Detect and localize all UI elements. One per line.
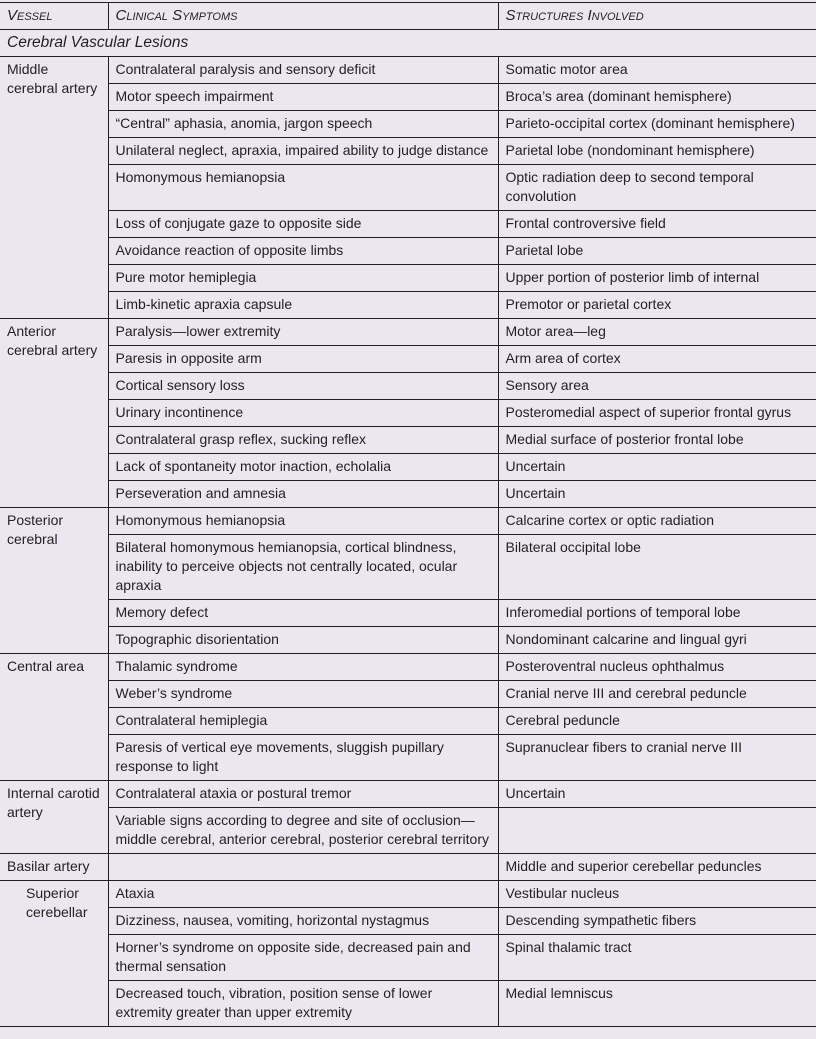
symptom-cell: Limb-kinetic apraxia capsule: [108, 292, 498, 319]
symptom-cell: Paresis in opposite arm: [108, 346, 498, 373]
table-row: [0, 265, 816, 292]
table-row: [0, 238, 816, 265]
table-row: [0, 292, 816, 319]
vessel-cell: Posterior cerebral: [0, 508, 108, 654]
table-row: [0, 111, 816, 138]
table-row: [0, 654, 816, 681]
section-row: [0, 30, 816, 57]
structure-cell: Posteroventral nucleus ophthalmus: [498, 654, 816, 681]
table-row: [0, 881, 816, 908]
structure-cell: Broca’s area (dominant hemisphere): [498, 84, 816, 111]
symptom-cell: Avoidance reaction of opposite limbs: [108, 238, 498, 265]
structure-cell: Cerebral peduncle: [498, 708, 816, 735]
symptom-cell: Cortical sensory loss: [108, 373, 498, 400]
table-row: [0, 627, 816, 654]
table-row: [0, 708, 816, 735]
symptom-cell: Contralateral paralysis and sensory deficit: [108, 57, 498, 84]
header-structures: Structures Involved: [498, 3, 816, 30]
symptom-cell: Unilateral neglect, apraxia, impaired ability to judge distance: [108, 138, 498, 165]
header-row: [0, 3, 816, 30]
lesions-table: [0, 2, 816, 1027]
structure-cell: Descending sympathetic fibers: [498, 908, 816, 935]
structure-cell: Sensory area: [498, 373, 816, 400]
structure-cell: Calcarine cortex or optic radiation: [498, 508, 816, 535]
structure-cell: Middle and superior cerebellar peduncles: [498, 854, 816, 881]
table-row: [0, 454, 816, 481]
symptom-cell: Contralateral ataxia or postural tremor: [108, 781, 498, 808]
table-row: [0, 781, 816, 808]
symptom-cell: Horner’s syndrome on opposite side, decreased pain and thermal sensation: [108, 935, 498, 981]
symptom-cell: Homonymous hemianopsia: [108, 165, 498, 211]
vessel-cell: Basilar artery: [0, 854, 108, 881]
symptom-cell: Homonymous hemianopsia: [108, 508, 498, 535]
symptom-cell: Loss of conjugate gaze to opposite side: [108, 211, 498, 238]
table-row: [0, 400, 816, 427]
structure-cell: Optic radiation deep to second temporal convolution: [498, 165, 816, 211]
vessel-cell: Anterior cerebral artery: [0, 319, 108, 508]
structure-cell: Motor area—leg: [498, 319, 816, 346]
structure-cell: Uncertain: [498, 481, 816, 508]
table-row: [0, 165, 816, 211]
structure-cell: Supranuclear fibers to cranial nerve III: [498, 735, 816, 781]
symptom-cell: Urinary incontinence: [108, 400, 498, 427]
table-row: [0, 373, 816, 400]
vessel-cell: Internal carotid artery: [0, 781, 108, 854]
table-row: [0, 908, 816, 935]
table-row: [0, 427, 816, 454]
table-row: [0, 935, 816, 981]
structure-cell: [498, 808, 816, 854]
table-row: [0, 84, 816, 111]
table-row: [0, 854, 816, 881]
table-row: [0, 535, 816, 600]
symptom-cell: Dizziness, nausea, vomiting, horizontal nystagmus: [108, 908, 498, 935]
symptom-cell: Contralateral hemiplegia: [108, 708, 498, 735]
structure-cell: Arm area of cortex: [498, 346, 816, 373]
table-row: [0, 319, 816, 346]
symptom-cell: Decreased touch, vibration, position sense of lower extremity greater than upper extremity: [108, 981, 498, 1027]
table-row: [0, 481, 816, 508]
vessel-cell: Middle cerebral artery: [0, 57, 108, 319]
structure-cell: Parietal lobe (nondominant hemisphere): [498, 138, 816, 165]
table-row: [0, 808, 816, 854]
structure-cell: Somatic motor area: [498, 57, 816, 84]
symptom-cell: Perseveration and amnesia: [108, 481, 498, 508]
vessel-cell: Central area: [0, 654, 108, 781]
header-vessel: Vessel: [0, 3, 108, 30]
symptom-cell: Paresis of vertical eye movements, sluggish pupillary response to light: [108, 735, 498, 781]
symptom-cell: Variable signs according to degree and site of occlusion— middle cerebral, anterior cerebral, posterior cerebral territory: [108, 808, 498, 854]
structure-cell: Uncertain: [498, 454, 816, 481]
table-row: [0, 735, 816, 781]
structure-cell: Inferomedial portions of temporal lobe: [498, 600, 816, 627]
table-row: [0, 681, 816, 708]
symptom-cell: Contralateral grasp reflex, sucking reflex: [108, 427, 498, 454]
symptom-cell: Topographic disorientation: [108, 627, 498, 654]
section-title: Cerebral Vascular Lesions: [0, 30, 816, 57]
symptom-cell: Bilateral homonymous hemianopsia, cortical blindness, inability to perceive objects not centrally located, ocular apraxia: [108, 535, 498, 600]
symptom-cell: “Central” aphasia, anomia, jargon speech: [108, 111, 498, 138]
symptom-cell: [108, 854, 498, 881]
symptom-cell: Ataxia: [108, 881, 498, 908]
structure-cell: Cranial nerve III and cerebral peduncle: [498, 681, 816, 708]
symptom-cell: Pure motor hemiplegia: [108, 265, 498, 292]
structure-cell: Spinal thalamic tract: [498, 935, 816, 981]
table-row: [0, 138, 816, 165]
symptom-cell: Lack of spontaneity motor inaction, echolalia: [108, 454, 498, 481]
structure-cell: Parietal lobe: [498, 238, 816, 265]
structure-cell: Nondominant calcarine and lingual gyri: [498, 627, 816, 654]
structure-cell: Medial lemniscus: [498, 981, 816, 1027]
symptom-cell: Weber’s syndrome: [108, 681, 498, 708]
table-row: [0, 981, 816, 1027]
symptom-cell: Memory defect: [108, 600, 498, 627]
structure-cell: Parieto-occipital cortex (dominant hemisphere): [498, 111, 816, 138]
table-row: [0, 600, 816, 627]
symptom-cell: Motor speech impairment: [108, 84, 498, 111]
structure-cell: Vestibular nucleus: [498, 881, 816, 908]
structure-cell: Posteromedial aspect of superior frontal gyrus: [498, 400, 816, 427]
table-row: [0, 57, 816, 84]
vessel-cell: Superior cerebellar: [0, 881, 108, 1027]
table-row: [0, 211, 816, 238]
structure-cell: Frontal controversive field: [498, 211, 816, 238]
header-symptoms: Clinical Symptoms: [108, 3, 498, 30]
structure-cell: Bilateral occipital lobe: [498, 535, 816, 600]
table-row: [0, 346, 816, 373]
structure-cell: Upper portion of posterior limb of internal: [498, 265, 816, 292]
structure-cell: Medial surface of posterior frontal lobe: [498, 427, 816, 454]
table-row: [0, 508, 816, 535]
symptom-cell: Paralysis—lower extremity: [108, 319, 498, 346]
structure-cell: Uncertain: [498, 781, 816, 808]
structure-cell: Premotor or parietal cortex: [498, 292, 816, 319]
symptom-cell: Thalamic syndrome: [108, 654, 498, 681]
